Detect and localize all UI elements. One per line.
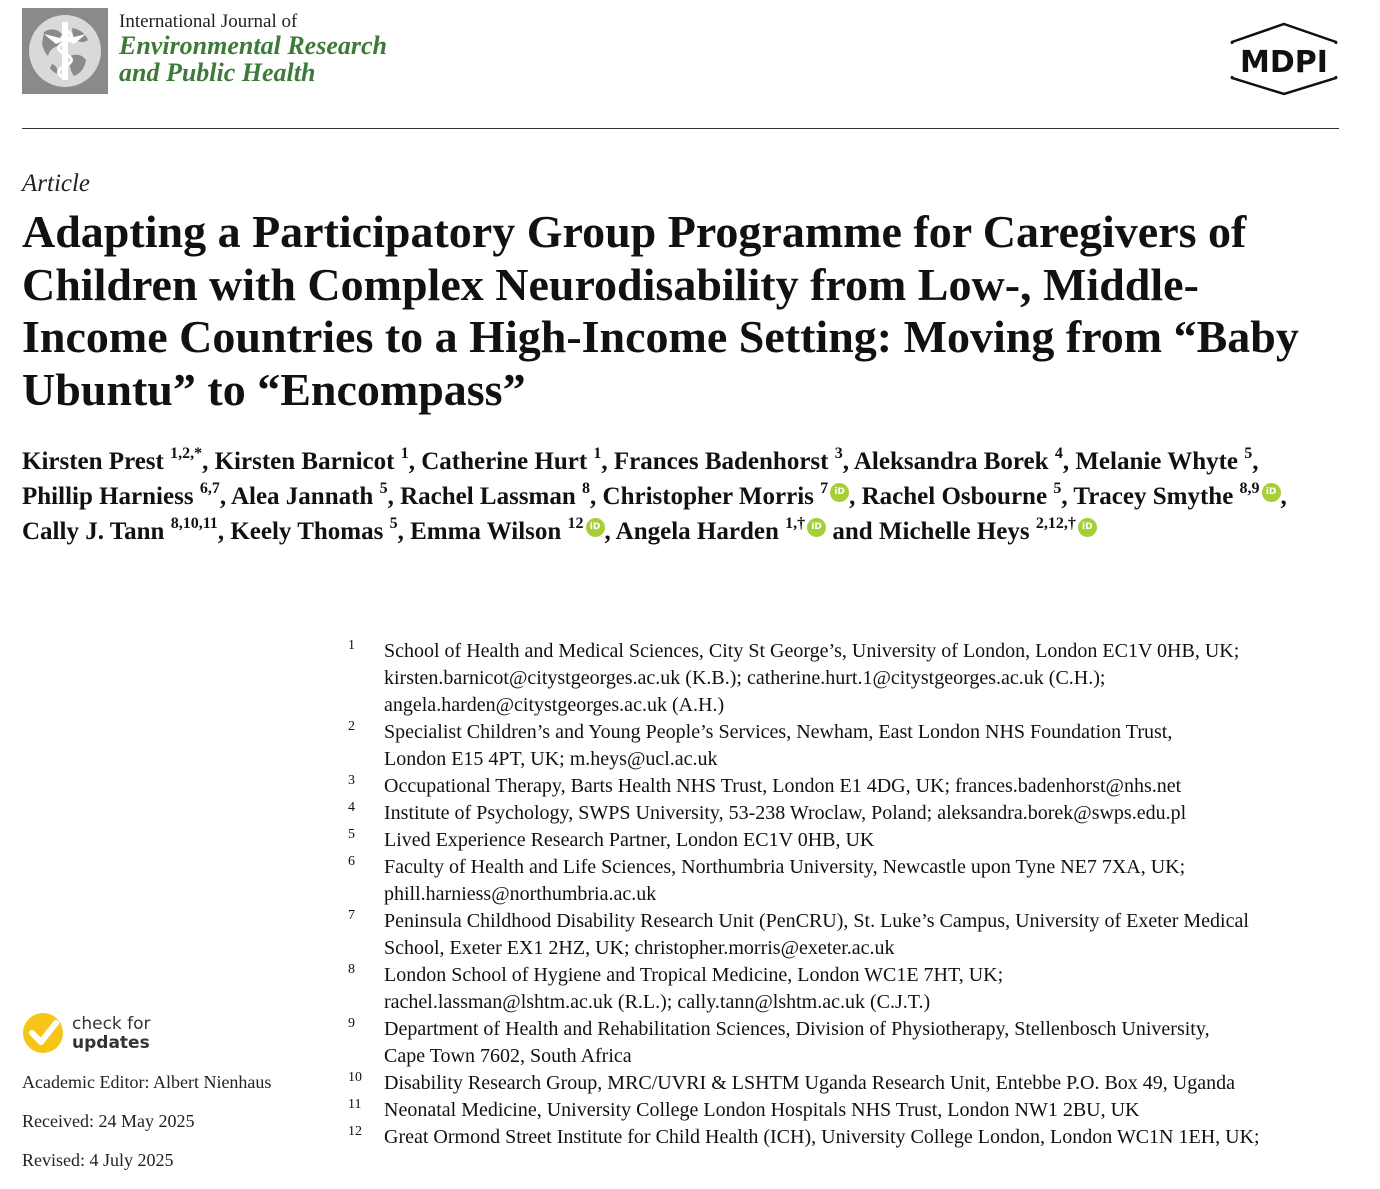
affiliation-line: Lived Experience Research Partner, London EC1V 0HB, UK — [384, 829, 875, 851]
affiliation-line: Great Ormond Street Institute for Child Health (ICH), University College London, London WC1N 1EH, UK; — [384, 1126, 1260, 1148]
author-list — [22, 444, 1352, 549]
author-affiliation-marks: 5 — [379, 479, 388, 497]
affiliation-number: 9 — [348, 1016, 355, 1031]
affiliation-item — [348, 638, 1358, 719]
author-separator: , — [219, 483, 231, 510]
author-name[interactable] — [22, 514, 218, 545]
author-name[interactable] — [421, 444, 602, 475]
affiliation-item — [348, 1070, 1358, 1097]
affiliation-line: Specialist Children’s and Young People’s Services, Newham, East London NHS Foundation Trust, — [384, 721, 1173, 743]
received-date: Received: 24 May 2025 — [22, 1111, 195, 1131]
affiliation-list — [348, 638, 1358, 1151]
affiliation-number: 5 — [348, 827, 355, 842]
globe-caduceus-icon — [22, 8, 108, 94]
author-separator: and — [826, 518, 879, 545]
author-name[interactable] — [230, 479, 388, 510]
author-affiliation-marks: 8,10,11 — [170, 514, 218, 532]
affiliation-item — [348, 719, 1358, 773]
author-name[interactable] — [22, 479, 220, 510]
article-title: Adapting a Participatory Group Programme for Caregivers of Children with Complex Neurodisability from Low-, Middle-Income Countries to a High-Income Setting: Moving from “Baby Ubuntu” to “Encompass” — [22, 206, 1299, 415]
author-name-text: Alea Jannath — [230, 483, 374, 510]
author-affiliation-marks: 12 — [567, 514, 584, 532]
author-affiliation-marks: 6,7 — [199, 479, 220, 497]
author-affiliation-marks: 5 — [389, 514, 398, 532]
author-name-text: Emma Wilson — [410, 518, 562, 545]
check-updates-label[interactable] — [72, 1015, 151, 1053]
author-name[interactable] — [861, 479, 1062, 510]
orcid-icon[interactable] — [586, 518, 605, 537]
affiliation-line: Department of Health and Rehabilitation Sciences, Division of Physiotherapy, Stellenbosch University, — [384, 1018, 1210, 1040]
affiliation-number: 11 — [348, 1097, 362, 1112]
affiliation-number: 2 — [348, 719, 355, 734]
author-separator: , — [590, 483, 603, 510]
author-affiliation-marks: 1 — [400, 444, 409, 462]
author-separator: , — [849, 483, 862, 510]
author-name[interactable] — [214, 444, 409, 475]
author-separator: , — [202, 448, 215, 475]
check-updates-line1: check for — [72, 1014, 151, 1034]
academic-editor: Academic Editor: Albert Nienhaus — [22, 1072, 272, 1092]
author-separator: , — [408, 448, 422, 475]
affiliation-line: London School of Hygiene and Tropical Medicine, London WC1E 7HT, UK; — [384, 964, 1004, 986]
affiliation-number: 6 — [348, 854, 355, 869]
affiliation-line: London E15 4PT, UK; m.heys@ucl.ac.uk — [384, 748, 718, 770]
author-name-text: Catherine Hurt — [421, 448, 588, 475]
author-affiliation-marks: 5 — [1244, 444, 1253, 462]
header-divider — [22, 128, 1339, 129]
affiliation-line: phill.harniess@northumbria.ac.uk — [384, 883, 657, 905]
author-name[interactable] — [230, 514, 398, 545]
author-name-text: Tracey Smythe — [1073, 483, 1234, 510]
author-name-text: Cally J. Tann — [22, 518, 165, 545]
author-name[interactable] — [878, 514, 1097, 545]
author-affiliation-marks: 8 — [582, 479, 591, 497]
author-separator: , — [1252, 448, 1259, 475]
affiliation-item — [348, 1124, 1358, 1151]
affiliation-item — [348, 1097, 1358, 1124]
affiliation-item — [348, 1016, 1358, 1070]
affiliation-line: School, Exeter EX1 2HZ, UK; christopher.morris@exeter.ac.uk — [384, 937, 895, 959]
author-name[interactable] — [613, 444, 843, 475]
author-name[interactable] — [1075, 444, 1253, 475]
affiliation-line: Cape Town 7602, South Africa — [384, 1045, 632, 1067]
author-separator: , — [601, 448, 614, 475]
author-name-text: Angela Harden — [615, 518, 779, 545]
affiliation-line: angela.harden@citystgeorges.ac.uk (A.H.) — [384, 694, 725, 716]
affiliation-line: Disability Research Group, MRC/UVRI & LSHTM Uganda Research Unit, Entebbe P.O. Box 49, Uganda — [384, 1072, 1235, 1094]
affiliation-item — [348, 827, 1358, 854]
journal-prefix: International Journal of — [119, 11, 298, 32]
affiliation-item — [348, 773, 1358, 800]
author-name[interactable] — [615, 514, 826, 545]
affiliation-number: 3 — [348, 773, 355, 788]
mdpi-logo — [1228, 22, 1340, 96]
author-affiliation-marks: 7 — [820, 479, 829, 497]
author-affiliation-marks: 1,† — [785, 514, 806, 532]
author-name-text: Michelle Heys — [878, 518, 1030, 545]
publisher-name: MDPI — [1240, 45, 1328, 80]
author-separator: , — [397, 518, 411, 545]
affiliation-number: 10 — [348, 1070, 362, 1085]
check-updates-line2: updates — [72, 1033, 150, 1053]
affiliation-number: 12 — [348, 1124, 362, 1139]
affiliation-number: 4 — [348, 800, 355, 815]
orcid-icon[interactable] — [1078, 518, 1097, 537]
author-affiliation-marks: 5 — [1053, 479, 1062, 497]
author-name-text: Rachel Osbourne — [861, 483, 1048, 510]
author-affiliation-marks: 2,12,† — [1035, 514, 1076, 532]
affiliation-item — [348, 800, 1358, 827]
author-name-text: Phillip Harniess — [22, 483, 194, 510]
article-info — [22, 1072, 271, 1189]
author-separator: , — [1280, 483, 1287, 510]
author-name[interactable] — [410, 514, 604, 545]
author-name-text: Kirsten Prest — [22, 448, 164, 475]
affiliation-line: School of Health and Medical Sciences, City St George’s, University of London, London EC1V 0HB, UK; — [384, 640, 1240, 662]
orcid-icon-label: iD — [1082, 522, 1093, 532]
article-type: Article — [22, 170, 91, 197]
author-affiliation-marks: 4 — [1054, 444, 1063, 462]
author-name[interactable] — [22, 444, 203, 475]
author-name[interactable] — [400, 479, 591, 510]
author-separator: , — [604, 518, 616, 545]
affiliation-item — [348, 962, 1358, 1016]
author-affiliation-marks: 1 — [593, 444, 602, 462]
orcid-icon-label: iD — [589, 522, 601, 532]
author-affiliation-marks: 1,2,* — [170, 444, 203, 462]
affiliation-number: 7 — [348, 908, 355, 923]
affiliation-number: 1 — [348, 638, 355, 653]
author-name-text: Christopher Morris — [602, 483, 814, 510]
affiliation-line: Faculty of Health and Life Sciences, Northumbria University, Newcastle upon Tyne NE7 7XA, UK; — [384, 856, 1186, 878]
author-name[interactable] — [602, 479, 850, 510]
author-separator: , — [1062, 448, 1076, 475]
revised-date: Revised: 4 July 2025 — [22, 1150, 174, 1170]
affiliation-line: kirsten.barnicot@citystgeorges.ac.uk (K.B.); catherine.hurt.1@citystgeorges.ac.uk (C.H.); — [384, 667, 1106, 689]
journal-title-line1: Environmental Research — [119, 31, 387, 60]
affiliation-line: Occupational Therapy, Barts Health NHS Trust, London E1 4DG, UK; frances.badenhorst@nhs.net — [384, 775, 1182, 797]
affiliation-number: 8 — [348, 962, 355, 977]
author-affiliation-marks: 3 — [834, 444, 843, 462]
author-separator: , — [842, 448, 854, 475]
author-separator: , — [1061, 483, 1074, 510]
journal-title-line2: and Public Health — [119, 58, 316, 87]
author-separator: , — [217, 518, 231, 545]
orcid-icon-label: iD — [811, 522, 822, 532]
affiliation-line: rachel.lassman@lshtm.ac.uk (R.L.); cally.tann@lshtm.ac.uk (C.J.T.) — [384, 991, 931, 1013]
orcid-icon-label: iD — [834, 487, 845, 497]
affiliation-line: Institute of Psychology, SWPS University, 53-238 Wroclaw, Poland; aleksandra.borek@swps.edu.pl — [384, 802, 1187, 824]
author-name-text: Melanie Whyte — [1075, 448, 1239, 475]
author-name[interactable] — [853, 444, 1063, 475]
author-affiliation-marks: 8,9 — [1239, 479, 1260, 497]
author-name-text: Aleksandra Borek — [853, 448, 1049, 475]
orcid-icon[interactable] — [830, 483, 849, 502]
author-name-text: Rachel Lassman — [400, 483, 576, 510]
journal-name — [119, 12, 387, 85]
author-name-text: Frances Badenhorst — [613, 448, 829, 475]
author-name-text: Keely Thomas — [230, 518, 384, 545]
orcid-icon[interactable] — [807, 518, 826, 537]
affiliation-item — [348, 908, 1358, 962]
orcid-icon-label: iD — [1265, 487, 1277, 497]
affiliation-line: Neonatal Medicine, University College London Hospitals NHS Trust, London NW1 2BU, UK — [384, 1099, 1140, 1121]
author-separator: , — [387, 483, 401, 510]
author-name[interactable] — [1073, 479, 1280, 510]
orcid-icon[interactable] — [1262, 483, 1281, 502]
affiliation-item — [348, 854, 1358, 908]
affiliation-line: Peninsula Childhood Disability Research Unit (PenCRU), St. Luke’s Campus, University of Exeter Medical — [384, 910, 1249, 932]
journal-logo — [22, 8, 108, 94]
author-name-text: Kirsten Barnicot — [214, 448, 395, 475]
